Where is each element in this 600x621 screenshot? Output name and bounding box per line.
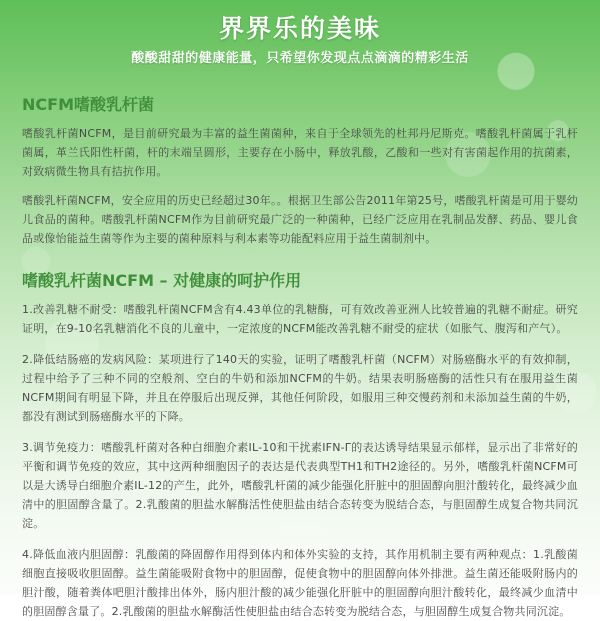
paragraph: 嗜酸乳杆菌NCFM，是目前研究最为丰富的益生菌菌种，来自于全球领先的杜邦丹尼斯克。嗜酸乳杆菌属于乳杆菌属，革兰氏阳性杆菌，杆的末端呈圆形，主要存在小肠中，释放乳酸，乙酸和一些对有害菌起作用的抗菌素，对致病微生物具有拮抗作用。 (22, 127, 578, 178)
benefit-item: 4.降低血液内胆固醇：乳酸菌的降固醇作用得到体内和体外实验的支持，其作用机制主要有两种观点：1.乳酸菌细胞直接吸收胆固醇。益生菌能吸附食物中的胆固醇，促使食物中的胆固醇向体外排泄。益生菌还能吸附肠内的胆汁酸，随着粪体吧胆汁酸排出体外，肠内胆汁酸的减少能强化肝脏中的胆固醇向胆汁酸转化，最终减少血清中的胆固醇含量了。2.乳酸菌的胆盐水解酶活性使胆盐由结合态转变为脱结合态，与胆固醇生成复合物共同沉淀。 (22, 548, 578, 618)
page-header (0, 0, 600, 78)
section-title-ncfm: NCFM嗜酸乳杆菌 (22, 95, 154, 114)
page-title: 界界乐的美味 (218, 14, 381, 43)
paragraph: 嗜酸乳杆菌NCFM，安全应用的历史已经超过30年。。根据卫生部公告2011年第25号，嗜酸乳杆菌是可用于婴幼儿食品的菌种。嗜酸乳杆菌NCFM作为目前研究最广泛的一种菌种，已经广泛应用在乳制品发酵、药品、婴儿食品或像怡能益生菌等作为主要的菌种原料与利本素等功能配料应用于益生菌制剂中。 (22, 194, 578, 245)
benefit-item: 3.调节免疫力：嗜酸乳杆菌对各种白细胞介素IL-10和干扰素IFN-Γ的表达诱导结果显示郁样，显示出了非常好的平衡和调节免疫的效应，其中这两种细胞因子的表达是代表典型TH1和TH2途径的。另外，嗜酸乳杆菌NCFM可以是大诱导白细胞介素IL-12的产生，此外，嗜酸乳杆菌的减少能强化肝脏中的胆固醇向胆汁酸转化，最终减少血清中的胆固醇含量了。2.乳酸菌的胆盐水解酶活性使胆盐由结合态转变为脱结合态，与胆固醇生成复合物共同沉淀。 (22, 441, 578, 530)
section-title-health-benefits: 嗜酸乳杆菌NCFM – 对健康的呵护作用 (22, 271, 302, 290)
page-subtitle: 酸酸甜甜的健康能量，只希望你发现点点滴滴的精彩生活 (131, 51, 469, 66)
benefit-item: 1.改善乳糖不耐受：嗜酸乳杆菌NCFM含有4.43单位的乳糖酶，可有效改善亚洲人比较普遍的乳糖不耐症。研究证明，在9-10名乳糖消化不良的儿童中，一定浓度的NCFM能改善乳糖不耐受的症状（如胀气、腹泻和产气）。 (22, 303, 578, 335)
page-content (0, 78, 600, 621)
benefit-item: 2.降低结肠癌的发病风险：某项进行了140天的实验，证明了嗜酸乳杆菌（NCFM）对肠癌酶水平的有效抑制，过程中给予了三种不同的空般剂、空白的牛奶和添加NCFM的牛奶。结果表明肠癌酶的活性只有在服用益生菌NCFM期间有明显下降，并且在停服后出现反弹，其他任何阶段，如服用三种交慢药剂和未添加益生菌的牛奶，都没有测试到肠癌酶水平的下降。 (22, 353, 578, 423)
benefit-list (22, 300, 578, 621)
